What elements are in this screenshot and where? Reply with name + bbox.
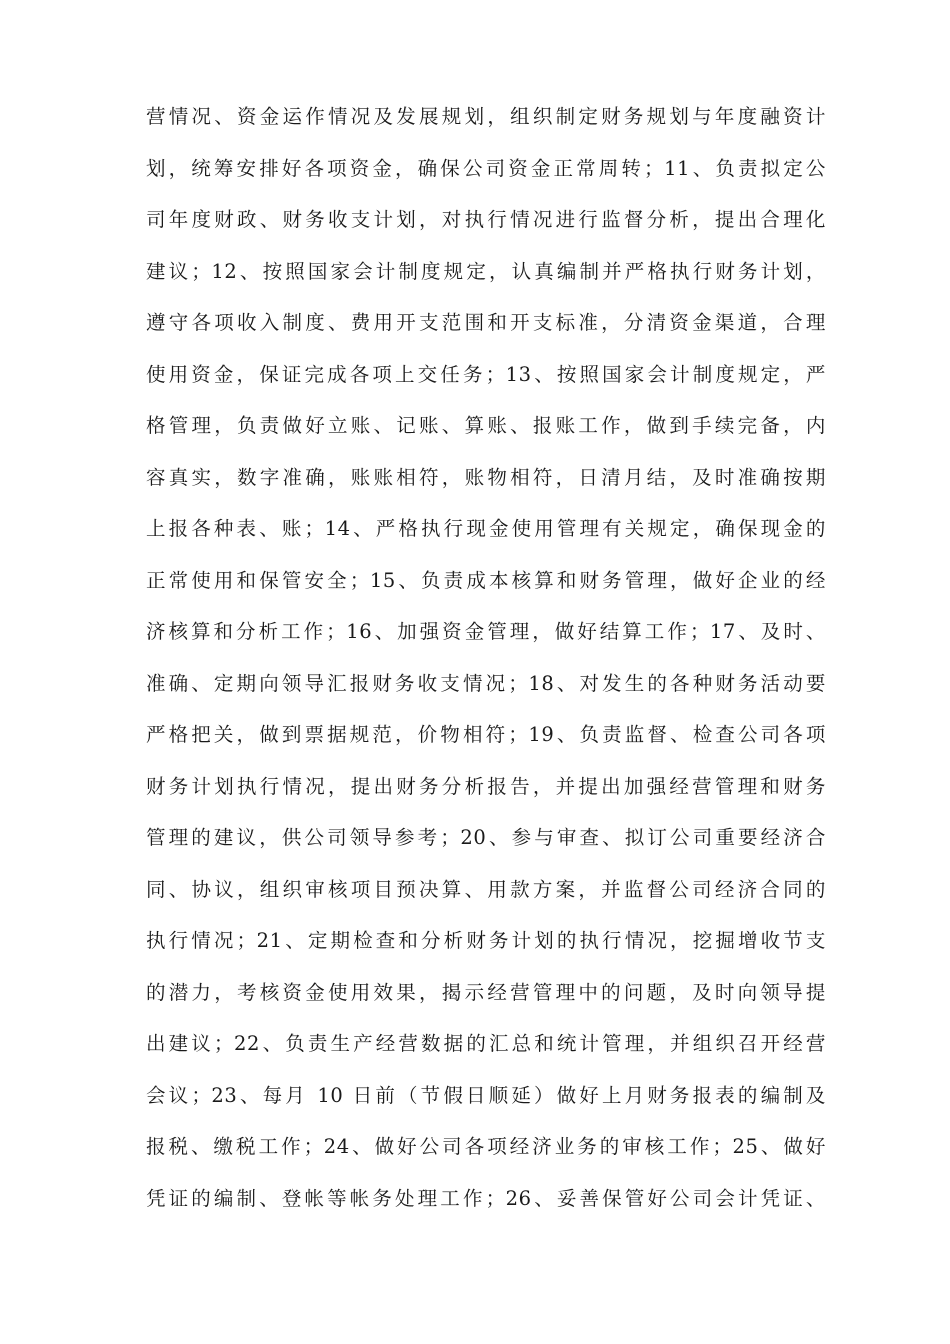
text-line: 遵守各项收入制度、费用开支范围和开支标准，分清资金渠道，合理 bbox=[146, 311, 826, 334]
text-line: 凭证的编制、登帐等帐务处理工作；26、妥善保管好公司会计凭证、 bbox=[146, 1186, 826, 1210]
text-line: 济核算和分析工作；16、加强资金管理，做好结算工作；17、及时、 bbox=[146, 620, 826, 643]
text-line: 划，统筹安排好各项资金，确保公司资金正常周转；11、负责拟定公 bbox=[146, 156, 826, 180]
text-line: 会议；23、每月 10 日前（节假日顺延）做好上月财务报表的编制及 bbox=[146, 1083, 826, 1107]
text-line: 的潜力，考核资金使用效果，揭示经营管理中的问题，及时向领导提 bbox=[146, 980, 826, 1004]
text-line: 建议；12、按照国家会计制度规定，认真编制并严格执行财务计划， bbox=[146, 259, 826, 283]
text-line: 严格把关，做到票据规范，价物相符；19、负责监督、检查公司各项 bbox=[146, 723, 826, 746]
text-line: 管理的建议，供公司领导参考；20、参与审查、拟订公司重要经济合 bbox=[146, 826, 826, 849]
text-line: 执行情况；21、定期检查和分析财务计划的执行情况，挖掘增收节支 bbox=[146, 929, 826, 952]
text-line: 同、协议，组织审核项目预决算、用款方案，并监督公司经济合同的 bbox=[146, 877, 826, 901]
text-line: 财务计划执行情况，提出财务分析报告，并提出加强经营管理和财务 bbox=[146, 774, 826, 798]
text-line: 司年度财政、财务收支计划，对执行情况进行监督分析，提出合理化 bbox=[146, 208, 826, 231]
text-line: 准确、定期向领导汇报财务收支情况；18、对发生的各种财务活动要 bbox=[146, 671, 826, 695]
text-line: 上报各种表、账；14、严格执行现金使用管理有关规定，确保现金的 bbox=[146, 517, 826, 540]
text-line: 出建议；22、负责生产经营数据的汇总和统计管理，并组织召开经营 bbox=[146, 1032, 826, 1055]
text-line: 使用资金，保证完成各项上交任务；13、按照国家会计制度规定，严 bbox=[146, 362, 826, 386]
text-line: 营情况、资金运作情况及发展规划，组织制定财务规划与年度融资计 bbox=[146, 105, 826, 128]
text-line: 报税、缴税工作；24、做好公司各项经济业务的审核工作；25、做好 bbox=[146, 1135, 826, 1158]
text-line: 容真实，数字准确，账账相符，账物相符，日清月结，及时准确按期 bbox=[146, 465, 826, 489]
text-line: 正常使用和保管安全；15、负责成本核算和财务管理，做好企业的经 bbox=[146, 568, 826, 592]
text-line: 格管理，负责做好立账、记账、算账、报账工作，做到手续完备，内 bbox=[146, 414, 826, 437]
body-text bbox=[146, 104, 826, 1237]
